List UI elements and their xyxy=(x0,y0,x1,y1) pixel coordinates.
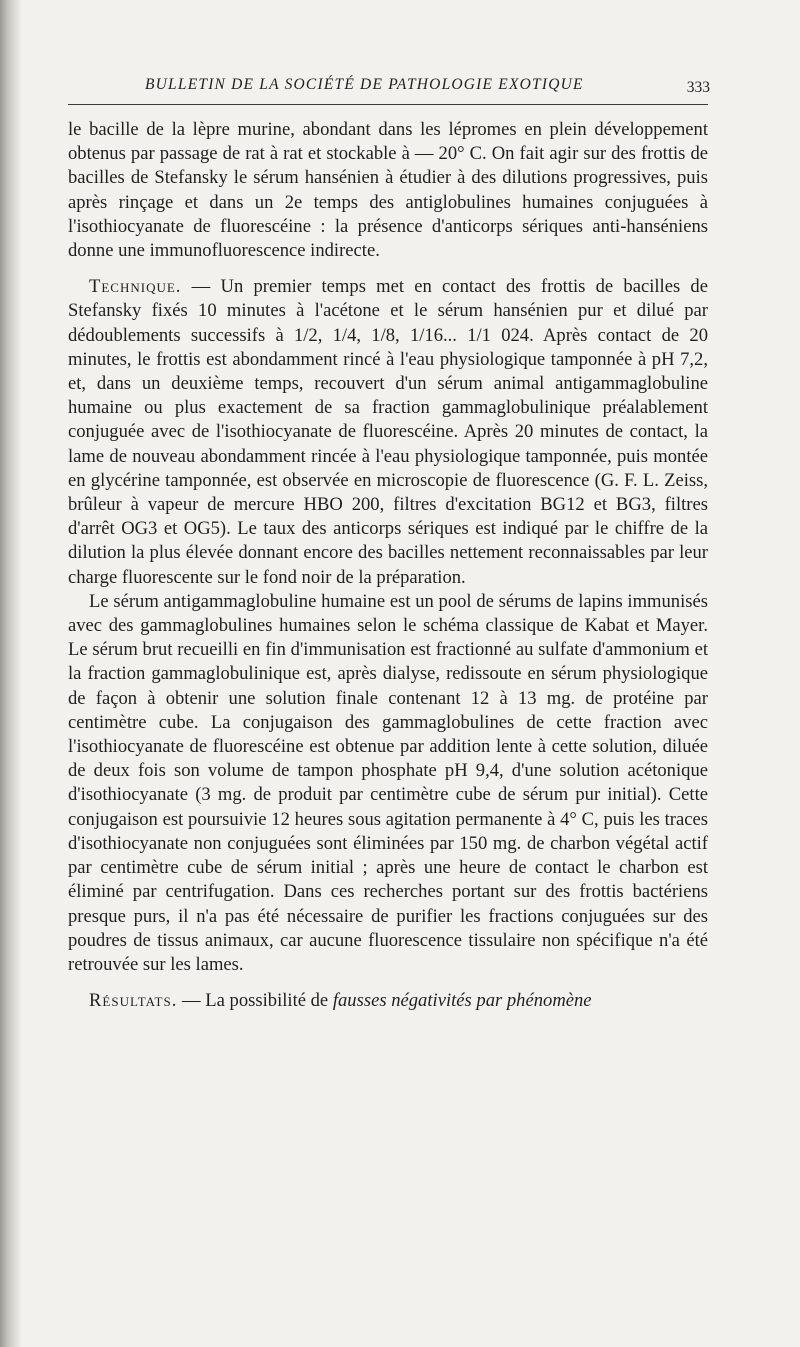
resultats-heading: Résultats. xyxy=(89,990,178,1012)
resultats-text: — La possibilité de xyxy=(177,990,333,1012)
page-binding-shadow xyxy=(0,0,22,1347)
paragraph-resultats xyxy=(68,989,708,1013)
paragraph-technique xyxy=(68,275,708,590)
running-header xyxy=(68,74,708,105)
technique-text: — Un premier temps met en contact des frottis de bacilles de Stefansky fixés 10 minutes à l'acétone et le sérum hansénien pur et dilué par dédoublements successifs à 1/2, 1/4, 1/8, 1/16... 1/1 024. Après contact de 20 minutes, le frottis est abondamment rincé à l'eau physiologique tamponnée à pH 7,2, et, dans un deuxième temps, recouvert d'un sérum animal antigammaglobuline humaine ou plus exactement de sa fraction gammaglobulinique préalablement conjuguée avec de l'isothiocyanate de fluorescéine. Après 20 minutes de contact, la lame de nouveau abondamment rincée à l'eau physiologique tamponnée, puis montée en glycérine tamponnée, est observée en microscopie de fluorescence (G. F. L. Zeiss, brûleur à vapeur de mercure HBO 200, filtres d'excitation BG12 et BG3, filtres d'arrêt OG3 et OG5). Le taux des anticorps sériques est indiqué par le chiffre de la dilution la plus élevée donnant encore des bacilles nettement reconnaissables par leur charge fluorescente sur le fond noir de la préparation. xyxy=(68,276,708,588)
paragraph-intro: le bacille de la lèpre murine, abondant dans les lépromes en plein développement obtenus par passage de rat à rat et stockable à — 20° C. On fait agir sur des frottis de bacilles de Stefansky le sérum hansénien à étudier à des dilutions progressives, puis après rinçage et dans un 2e temps des antiglobulines humaines conjuguées à l'isothiocyanate de fluorescéine : la présence d'anticorps sériques anti-hanséniens donne une immunofluorescence indirecte. xyxy=(68,119,708,262)
page-number: 333 xyxy=(686,79,710,96)
body-text xyxy=(68,118,708,1013)
paragraph-serum: Le sérum antigammaglobuline humaine est un pool de sérums de lapins immunisés avec des gammaglobulines humaines selon le schéma classique de Kabat et Mayer. Le sérum brut recueilli en fin d'immunisation est fractionné au sulfate d'ammonium et la fraction gammaglobulinique est, après dialyse, redissoute en sérum physiologique de façon à obtenir une solution finale contenant 12 à 13 mg. de protéine par centimètre cube. La conjugaison des gammaglobulines de cette fraction avec l'isothiocyanate de fluorescéine est obtenue par addition lente à cette solution, diluée de deux fois son volume de tampon phosphate pH 9,4, d'une solution acétonique d'isothiocyanate (3 mg. de produit par centimètre cube de sérum pur initial). Cette conjugaison est poursuivie 12 heures sous agitation permanente à 4° C, puis les traces d'isothiocyanate non conjuguées sont éliminées par 150 mg. de charbon végétal actif par centimètre cube de sérum initial ; après une heure de contact le charbon est éliminé par centrifugation. Dans ces recherches portant sur des frottis bactériens presque purs, il n'a pas été nécessaire de purifier les fractions conjuguées sur des poudres de tissus animaux, car aucune fluorescence tissulaire non spécifique n'a été retrouvée sur les lames. xyxy=(68,590,708,975)
running-title: BULLETIN DE LA SOCIÉTÉ DE PATHOLOGIE EXOTIQUE xyxy=(145,76,584,93)
resultats-italic-text: fausses négativités par phénomène xyxy=(332,990,592,1012)
technique-heading: Technique. xyxy=(89,276,182,298)
